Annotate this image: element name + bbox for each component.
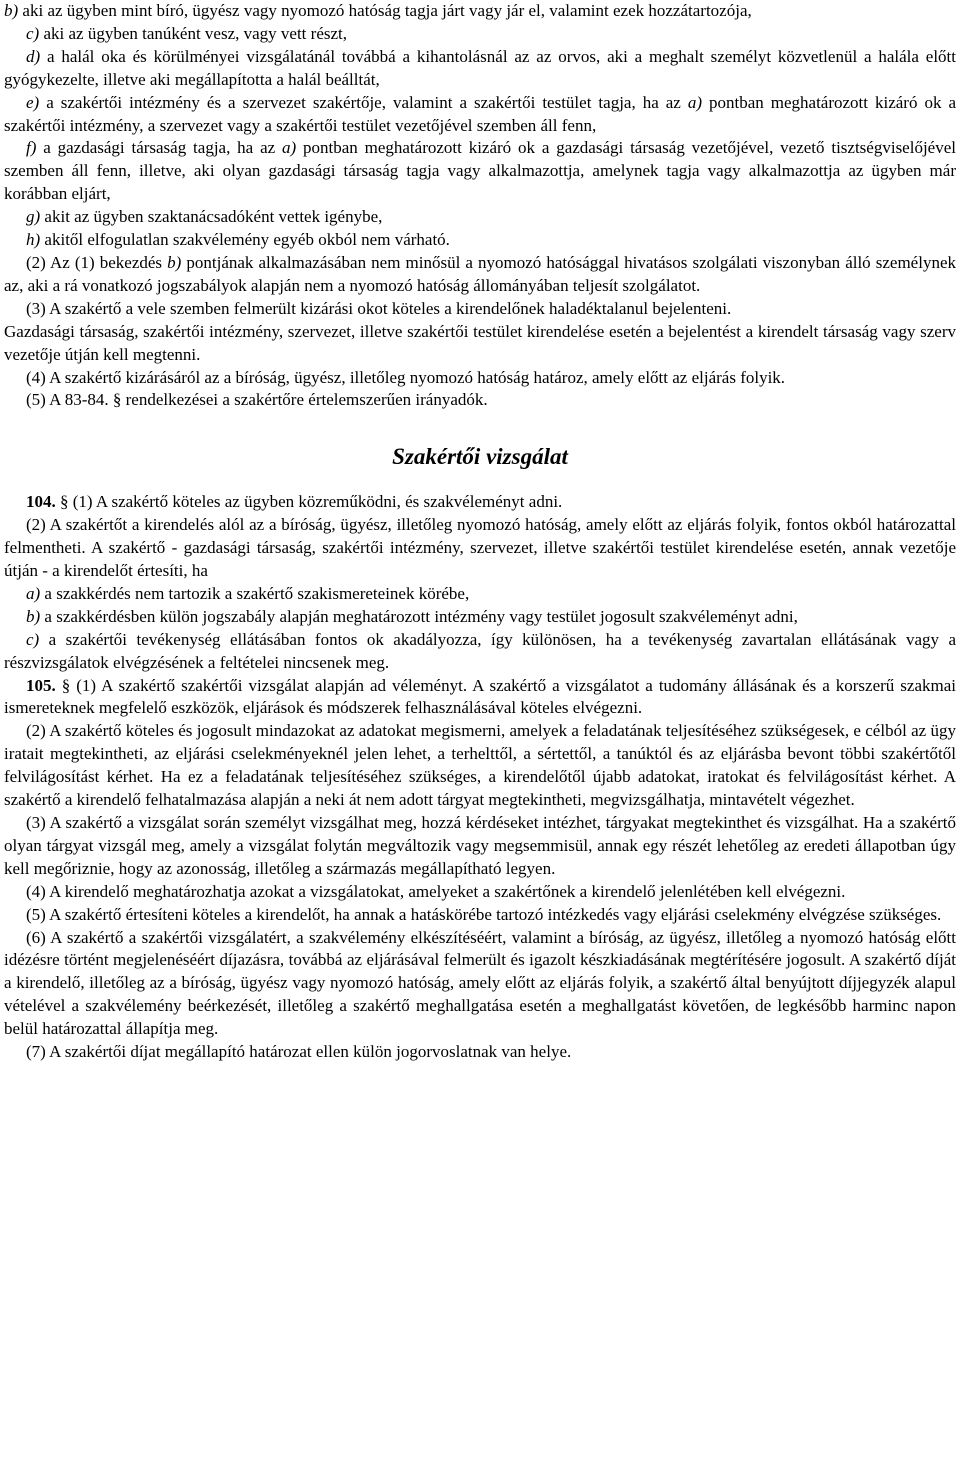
item-marker: b) [26, 606, 41, 626]
section-heading: Szakértői vizsgálat [392, 444, 568, 470]
paragraph-4: (4) A szakértő kizárásáról az a bíróság, ügyész, illetőleg nyomozó hatóság határoz, amely előtt az eljárás folyik. [26, 367, 786, 387]
point-reference: a) [282, 138, 297, 158]
paragraph-text: aki az ügyben tanúként vesz, vagy vett részt, [39, 23, 347, 43]
paragraph-text: a szakkérdés nem tartozik a szakértő szakismereteinek körébe, [40, 583, 470, 603]
section-104-item-b [4, 606, 956, 629]
section-number: 105. [26, 675, 56, 695]
paragraph-3-continued: Gazdasági társaság, szakértői intézmény, szervezet, illetve szakértői testület kirendelése esetén a bejelentést a kirendelt társaság vagy szerv vezetője útján kell megtenni. [4, 321, 956, 364]
paragraph-5: (5) A 83-84. § rendelkezései a szakértőre értelemszerűen irányadók. [26, 390, 488, 410]
paragraph-3: (3) A szakértő a vele szemben felmerült kizárási okot köteles a kirendelőnek haladéktalanul bejelenteni. [26, 298, 732, 318]
section-105-paragraph-6: (6) A szakértő a szakértői vizsgálatért, a szakvélemény elkészítéséért, valamint a bíróság, az ügyész, illetőleg a nyomozó hatóság előtt idézésre történt megjelenéséért díjazásra, továbbá az eljárásával felmerült és igazolt készkiadásának megtérítésére jogosult. A szakértő díját a kirendelő, illetőleg az a bíróság, ügyész vagy nyomozó hatóság, amely előtt az eljárás folyik, a szakértő által benyújtott díjjegyzék alapul vételével a szakvélemény beérkezését, illetőleg a szakértő meghallgatása esetén a meghallgatást követően, de legkésőbb harminc napon belül határozattal állapítja meg. [4, 927, 956, 1039]
paragraph-c [4, 23, 956, 46]
paragraph-text: a szakértői tevékenység ellátásában fontos ok akadályozza, így különösen, ha a tevékenység zavartalan ellátásának vagy a részvizsgálatok elvégzésének a feltételei nincsenek meg. [4, 629, 956, 672]
paragraph-text: (2) Az (1) bekezdés [26, 252, 168, 272]
paragraph-text: pontjának alkalmazásában nem minősül a nyomozó hatósággal hivatásos szolgálati viszonyban álló személynek az, aki a rá vonatkozó jogszabályok alapján nem a nyomozó hatóság állományában teljesít szolgálatot. [4, 252, 956, 295]
item-marker: g) [26, 207, 41, 227]
paragraph-text: § (1) A szakértő köteles az ügyben közreműködni, és szakvéleményt adni. [55, 492, 563, 512]
paragraph-text: pontban meghatározott kizáró ok a gazdasági társaság vezetőjével, vezető tisztségviselőjével szemben áll fenn, illetve, aki olyan gazdasági társaság tagja vagy alkalmazottja, amelynek tagja vagy alkalmazottja az ügyben már korábban eljárt, [4, 138, 956, 204]
section-105-paragraph-2: (2) A szakértő köteles és jogosult mindazokat az adatokat megismerni, amelyek a feladatának teljesítéséhez szükségesek, e célból az ügy iratait megtekintheti, az eljárási cselekményeknél jelen lehet, a terhelttől, a sértettől, a tanúktól és az eljárásba bevont többi szakértőtől felvilágosítást kérhet. Ha ez a feladatának teljesítéséhez szükséges, a kirendelőtől újabb adatokat, iratokat és felvilágosítást kérhet. A szakértő a kirendelő felhatalmazása alapján a neki át nem adott tárgyat megtekintheti, megvizsgálhatja, mintavételt végezhet. [4, 721, 956, 810]
paragraph-text: a szakkérdésben külön jogszabály alapján meghatározott intézmény vagy testület jogosult szakvéleményt adni, [40, 606, 798, 626]
section-105-paragraph-5: (5) A szakértő értesíteni köteles a kirendelőt, ha annak a hatáskörébe tartozó intézkedés vagy eljárási cselekmény elvégzése szükséges. [26, 904, 942, 924]
item-marker: a) [26, 583, 41, 603]
paragraph-text: a szakértői intézmény és a szervezet szakértője, valamint a szakértői testület tagja, ha az [39, 92, 688, 112]
item-marker: h) [26, 230, 41, 250]
section-105-paragraph-1 [4, 675, 956, 721]
section-number: 104. [26, 492, 56, 512]
point-reference: a) [687, 92, 702, 112]
item-marker: c) [26, 23, 40, 43]
paragraph-text: a halál oka és körülményei vizsgálatánál továbbá a kihantolásnál az az orvos, aki a meghalt személyt közvetlenül a halála előtt gyógykezelte, illetve aki megállapította a halál beálltát, [4, 46, 956, 89]
item-marker: f) [26, 138, 37, 158]
section-105-paragraph-3: (3) A szakértő a vizsgálat során személyt vizsgálhat meg, hozzá kérdéseket intézhet, tárgyakat megtekinthet és vizsgálhat. Ha a szakértő olyan tárgyat vizsgál meg, amely a vizsgálat folytán megváltozik vagy megsemmisül, annak egy részét lehetőleg az eredeti állapotban úgy kell megőriznie, hogy az azonosság, illetőleg a származás megállapítható legyen. [4, 813, 956, 878]
point-reference: b) [167, 252, 182, 272]
section-104-item-c [4, 629, 956, 675]
paragraph-text: akitől elfogulatlan szakvélemény egyéb okból nem várható. [40, 230, 450, 250]
paragraph-text: § (1) A szakértő szakértői vizsgálat alapján ad véleményt. A szakértő a vizsgálatot a tudomány állásának és a korszerű szakmai ismereteknek megfelelő eszközök, eljárások és módszerek felhasználásával köteles elvégezni. [4, 675, 956, 718]
paragraph-text: aki az ügyben mint bíró, ügyész vagy nyomozó hatóság tagja járt vagy jár el, valamint ezek hozzátartozója, [18, 1, 752, 20]
paragraph-f [4, 137, 956, 206]
section-105-paragraph-4: (4) A kirendelő meghatározhatja azokat a vizsgálatokat, amelyeket a szakértőnek a kirendelő jelenlétében kell elvégezni. [26, 881, 846, 901]
paragraph-b [4, 0, 956, 23]
item-marker: d) [26, 46, 41, 66]
section-105-paragraph-7: (7) A szakértői díjat megállapító határozat ellen külön jogorvoslatnak van helye. [26, 1042, 572, 1062]
paragraph-e [4, 92, 956, 138]
section-104-paragraph-2: (2) A szakértőt a kirendelés alól az a bíróság, ügyész, illetőleg nyomozó hatóság, amely előtt az eljárás folyik, fontos okból határozattal felmentheti. A szakértő - gazdasági társaság, szakértői intézmény, szervezet, illetve szakértői testület kirendelése esetén, annak vezetője útján - a kirendelőt értesíti, ha [4, 515, 956, 581]
paragraph-text: akit az ügyben szaktanácsadóként vettek igénybe, [40, 207, 383, 227]
item-marker: e) [26, 92, 40, 112]
section-104-item-a [4, 583, 956, 606]
section-104-paragraph-1 [4, 491, 956, 514]
item-marker: c) [26, 629, 40, 649]
paragraph-h [4, 229, 956, 252]
item-marker: b) [4, 1, 19, 20]
paragraph-text: a gazdasági társaság tagja, ha az [36, 138, 282, 158]
paragraph-text: pontban meghatározott kizáró ok a szakértői intézmény, a szervezet vagy a szakértői testület vezetőjével szemben áll fenn, [4, 92, 956, 135]
paragraph-d [4, 46, 956, 92]
paragraph-2 [4, 252, 956, 298]
paragraph-g [4, 206, 956, 229]
